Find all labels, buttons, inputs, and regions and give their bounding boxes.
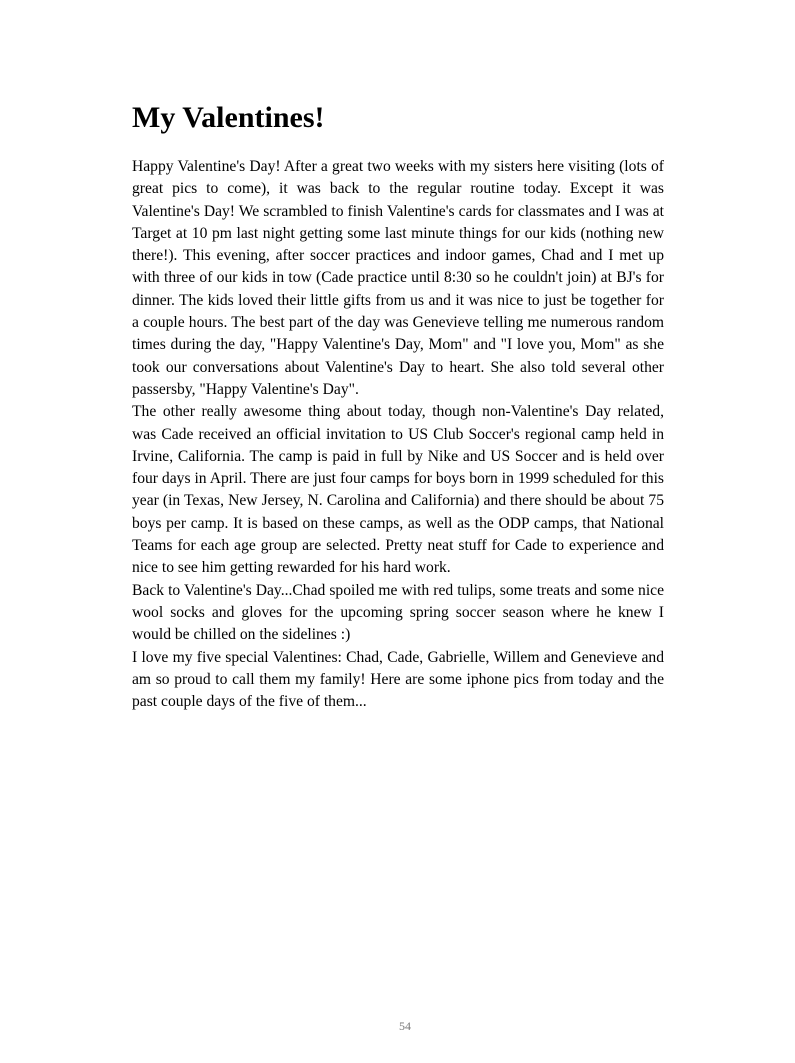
paragraph-valentines-day: Happy Valentine's Day! After a great two weeks with my sisters here visiting (lots of great pics to come), it was back to the regular routine today. Except it was Valentine's Day! We scrambled to finish Valentine's cards for classmates and I was at Target at 10 pm last night getting some last minute things for our kids (nothing new there!). This evening, after soccer practices and indoor games, Chad and I met up with three of our kids in tow (Cade practice until 8:30 so he couldn't join) at BJ's for dinner. The kids loved their little gifts from us and it was nice to just be together for a couple hours. The best part of the day was Genevieve telling me numerous random times during the day, "Happy Valentine's Day, Mom" and "I love you, Mom" as she took our conversations about Valentine's Day to heart. She also told several other passersby, "Happy Valentine's Day". [132, 158, 664, 398]
page-number: 54 [399, 1019, 411, 1033]
paragraph-soccer-invitation: The other really awesome thing about today, though non-Valentine's Day related, was Cade received an official invitation to US Club Soccer's regional camp held in Irvine, California. The camp is paid in full by Nike and US Soccer and is held over four days in April. There are just four camps for boys born in 1999 scheduled for this year (in Texas, New Jersey, N. Carolina and California) and there should be about 75 boys per camp. It is based on these camps, as well as the ODP camps, that National Teams for each age group are selected. Pretty neat stuff for Cade to experience and nice to see him getting rewarded for his hard work. [132, 403, 664, 577]
body-text [132, 156, 664, 713]
paragraph-gifts: Back to Valentine's Day...Chad spoiled me with red tulips, some treats and some nice wool socks and gloves for the upcoming spring soccer season where he knew I would be chilled on the sidelines :) [132, 581, 664, 644]
page-title: My Valentines! [132, 101, 325, 134]
paragraph-five-valentines: I love my five special Valentines: Chad, Cade, Gabrielle, Willem and Genevieve and am so proud to call them my family! Here are some iphone pics from today and the past couple days of the five of them... [132, 648, 664, 711]
